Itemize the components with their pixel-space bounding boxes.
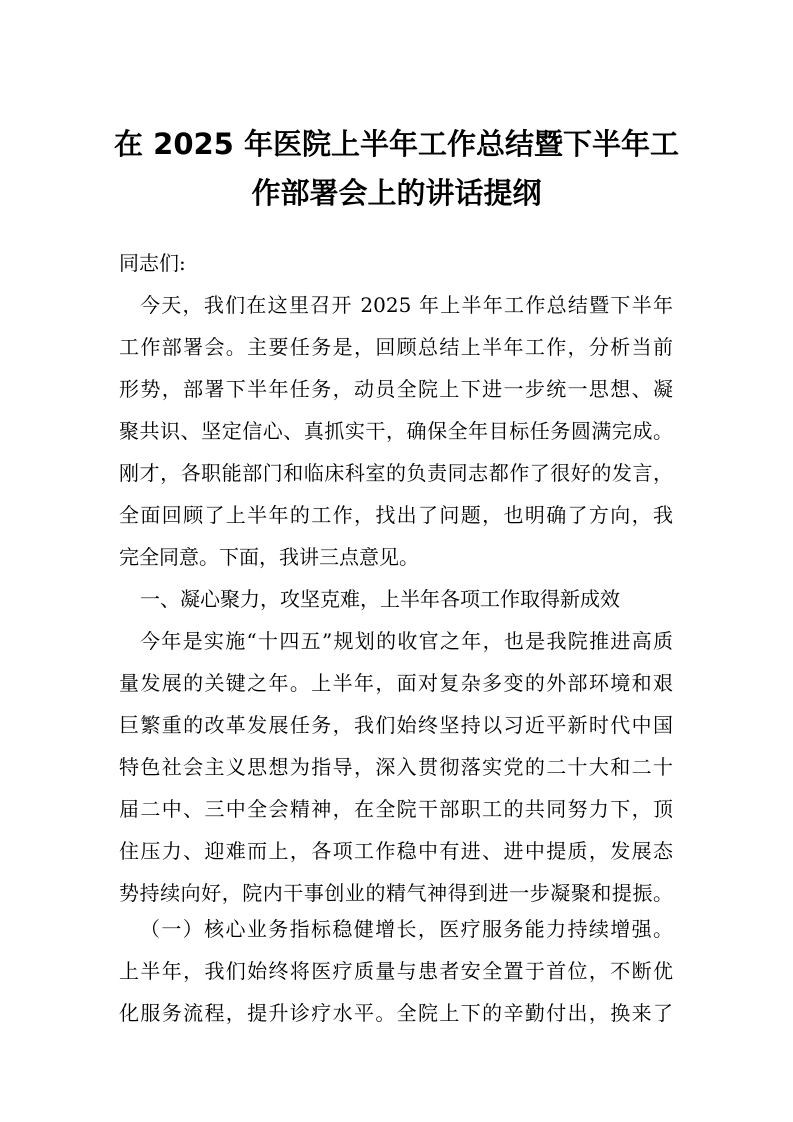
paragraph-line: 住压力、迎难而上，各项工作稳中有进、进中提质，发展态 [119,839,673,863]
paragraph-line: 量发展的关键之年。上半年，面对复杂多变的外部环境和艰 [119,671,673,695]
subsection-heading: （一）核心业务指标稳健增长，医疗服务能力持续增强。 [140,917,673,941]
paragraph-line: 届二中、三中全会精神，在全院干部职工的共同努力下，顶 [119,797,673,821]
paragraph-line: 全面回顾了上半年的工作，找出了问题，也明确了方向，我 [119,503,673,527]
paragraph-line: 今天，我们在这里召开 2025 年上半年工作总结暨下半年 [140,293,673,317]
paragraph-line: 完全同意。下面，我讲三点意见。 [119,545,419,569]
paragraph-line: 上半年，我们始终将医疗质量与患者安全置于首位，不断优 [119,959,673,983]
paragraph-line: 聚共识、坚定信心、真抓实干，确保全年目标任务圆满完成。 [119,419,673,443]
paragraph-line: 工作部署会。主要任务是，回顾总结上半年工作，分析当前 [119,335,673,359]
paragraph-line: 巨繁重的改革发展任务，我们始终坚持以习近平新时代中国 [119,713,673,737]
paragraph-line: 刚才，各职能部门和临床科室的负责同志都作了很好的发言， [119,461,673,485]
paragraph-line: 今年是实施“十四五”规划的收官之年，也是我院推进高质 [140,629,673,653]
document-title-line-2: 作部署会上的讲话提纲 [251,176,542,210]
paragraph-line: 化服务流程，提升诊疗水平。全院上下的辛勤付出，换来了 [119,1001,673,1025]
paragraph-line: 特色社会主义思想为指导，深入贯彻落实党的二十大和二十 [119,755,673,779]
section-heading: 一、凝心聚力，攻坚克难，上半年各项工作取得新成效 [140,587,620,611]
salutation: 同志们: [119,251,186,275]
paragraph-line: 形势，部署下半年任务，动员全院上下进一步统一思想、凝 [119,377,673,401]
paragraph-line: 势持续向好，院内干事创业的精气神得到进一步凝聚和提振。 [119,881,673,905]
document-title-line-1: 在 2025 年医院上半年工作总结暨下半年工 [114,127,679,161]
